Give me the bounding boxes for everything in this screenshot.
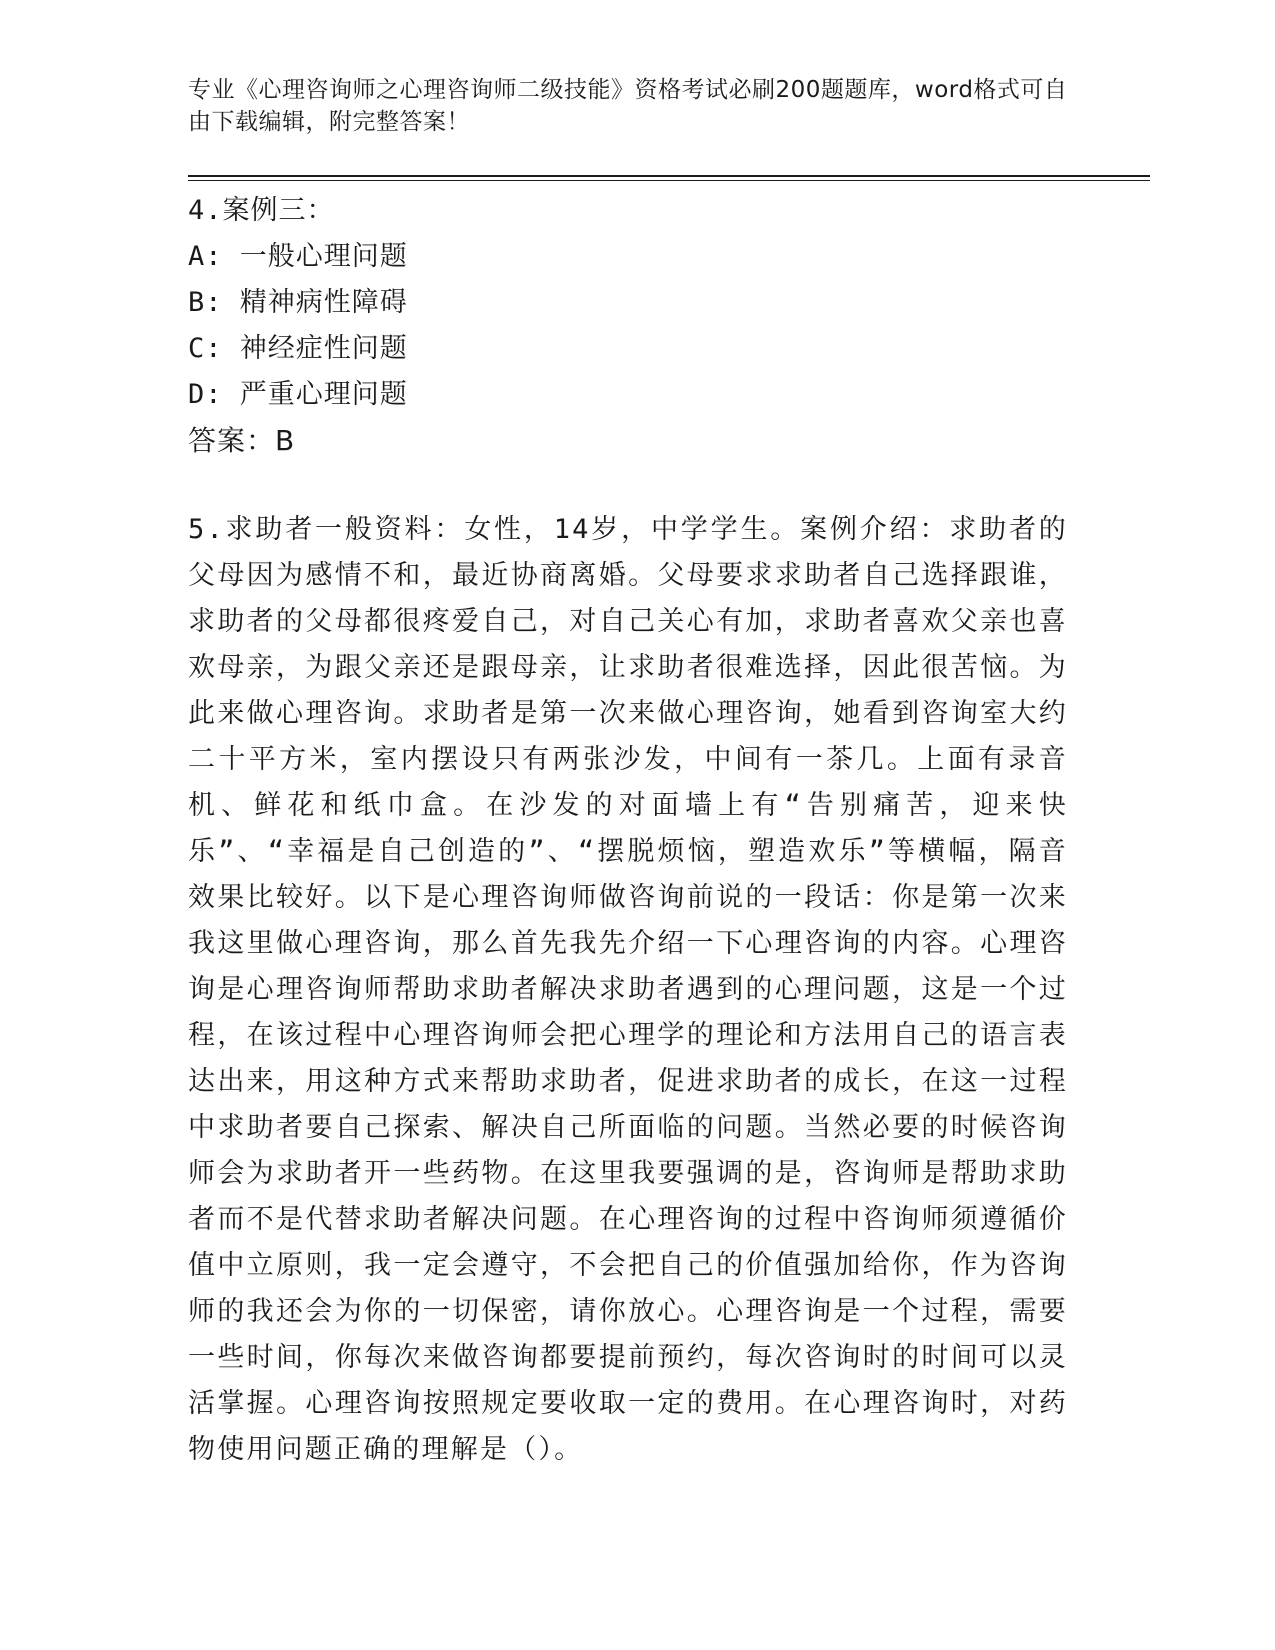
question-4-option-a: A: 一般心理问题 xyxy=(188,241,408,272)
question-4-option-d: D: 严重心理问题 xyxy=(188,379,408,410)
question-5-stem: 5.求助者一般资料：女性，14岁，中学学生。案例介绍：求助者的父母因为感情不和，最近协商离婚。父母要求求助者自己选择跟谁，求助者的父母都很疼爱自己，对自己关心有加，求助者喜欢父亲也喜欢母亲，为跟父亲还是跟母亲，让求助者很难选择，因此很苦恼。为此来做心理咨询。求助者是第一次来做心理咨询，她看到咨询室大约二十平方米，室内摆设只有两张沙发，中间有一茶几。上面有录音机、鲜花和纸巾盒。在沙发的对面墙上有“告别痛苦，迎来快乐”、“幸福是自己创造的”、“摆脱烦恼，塑造欢乐”等横幅，隔音效果比较好。以下是心理咨询师做咨询前说的一段话：你是第一次来我这里做心理咨询，那么首先我先介绍一下心理咨询的内容。心理咨询是心理咨询师帮助求助者解决求助者遇到的心理问题，这是一个过程，在该过程中心理咨询师会把心理学的理论和方法用自己的语言表达出来，用这种方式来帮助求助者，促进求助者的成长，在这一过程中求助者要自己探索、解决自己所面临的问题。当然必要的时候咨询师会为求助者开一些药物。在这里我要强调的是，咨询师是帮助求助者而不是代替求助者解决问题。在心理咨询的过程中咨询师须遵循价值中立原则，我一定会遵守，不会把自己的价值强加给你，作为咨询师的我还会为你的一切保密，请你放心。心理咨询是一个过程，需要一些时间，你每次来做咨询都要提前预约，每次咨询时的时间可以灵活掌握。心理咨询按照规定要收取一定的费用。在心理咨询时，对药物使用问题正确的理解是（）。 xyxy=(188,514,1068,1465)
question-4-option-b: B: 精神病性障碍 xyxy=(188,287,408,318)
document-header-title: 专业《心理咨询师之心理咨询师二级技能》资格考试必刷200题题库，word格式可自由下载编辑，附完整答案！ xyxy=(188,77,1068,135)
header-divider-thick xyxy=(188,175,1150,177)
header-divider-thin xyxy=(188,180,1150,181)
question-4-stem: 4.案例三： xyxy=(188,195,335,226)
question-4-option-c: C: 神经症性问题 xyxy=(188,333,408,364)
question-4-answer: 答案：B xyxy=(188,424,296,457)
question-4 xyxy=(188,188,1068,464)
